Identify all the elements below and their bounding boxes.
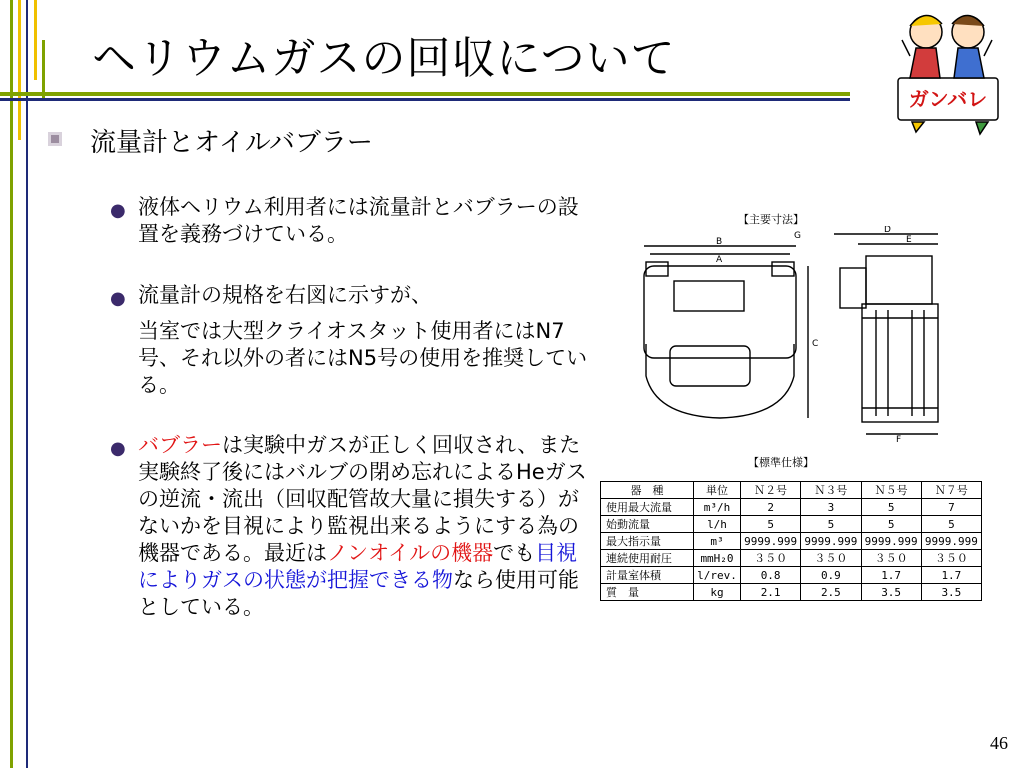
highlight-visual-monitoring: 目視によりガスの状態が把握できる物 bbox=[138, 541, 578, 592]
table-cell: 1.7 bbox=[861, 567, 921, 584]
meter-side-body bbox=[862, 304, 938, 422]
table-cell: 5 bbox=[801, 516, 861, 533]
accent-bar-green bbox=[10, 0, 13, 768]
meter-front-bottom bbox=[646, 344, 794, 418]
accent-bar-green-2 bbox=[42, 40, 45, 100]
table-cell: 9999.999 bbox=[921, 533, 981, 550]
dimensions-caption: 【主要寸法】 bbox=[738, 213, 804, 226]
table-cell: 0.8 bbox=[741, 567, 801, 584]
spec-header-cell: Ｎ３号 bbox=[801, 482, 861, 499]
accent-bar-navy bbox=[26, 0, 28, 768]
table-cell: l/h bbox=[694, 516, 741, 533]
table-cell: 7 bbox=[921, 499, 981, 516]
table-cell: 0.9 bbox=[801, 567, 861, 584]
page-number: 46 bbox=[990, 733, 1008, 753]
table-cell: 9999.999 bbox=[801, 533, 861, 550]
table-cell: 2 bbox=[741, 499, 801, 516]
spec-header-cell: Ｎ５号 bbox=[861, 482, 921, 499]
spec-table-header-row bbox=[601, 482, 982, 499]
table-cell: 始動流量 bbox=[601, 516, 694, 533]
table-cell: kg bbox=[694, 584, 741, 601]
dim-letter-e: E bbox=[906, 235, 912, 245]
table-row bbox=[601, 533, 982, 550]
table-cell: m³/h bbox=[694, 499, 741, 516]
table-cell: 3.5 bbox=[921, 584, 981, 601]
accent-bar-yellow bbox=[18, 0, 21, 140]
table-cell: ３５０ bbox=[921, 550, 981, 567]
table-cell: 5 bbox=[861, 516, 921, 533]
table-cell: 2.1 bbox=[741, 584, 801, 601]
section-bullet-icon bbox=[48, 132, 62, 146]
table-cell: 使用最大流量 bbox=[601, 499, 694, 516]
table-row bbox=[601, 567, 982, 584]
accent-bar-yellow-2 bbox=[34, 0, 37, 80]
table-cell: ３５０ bbox=[741, 550, 801, 567]
bullet-dot-icon: ● bbox=[110, 288, 126, 309]
highlight-bubbler: バブラー bbox=[138, 433, 222, 457]
table-cell: 1.7 bbox=[921, 567, 981, 584]
table-cell: 連続使用耐圧 bbox=[601, 550, 694, 567]
bullet-3-text bbox=[138, 432, 588, 621]
bullet-3-text-part2: でも bbox=[493, 541, 536, 565]
title-underline-navy bbox=[0, 98, 850, 101]
dim-letter-f: F bbox=[896, 435, 902, 444]
meter-side-pipe bbox=[840, 268, 866, 308]
bullet-dot-icon: ● bbox=[110, 200, 126, 221]
bullet-dot-icon: ● bbox=[110, 438, 126, 459]
dim-letter-g: G bbox=[794, 231, 801, 241]
table-cell: 最大指示量 bbox=[601, 533, 694, 550]
flow-meter-drawing bbox=[626, 226, 950, 444]
table-cell: 計量室体積 bbox=[601, 567, 694, 584]
meter-front-body bbox=[644, 266, 796, 358]
meter-inlet-left bbox=[646, 262, 668, 276]
table-cell: 5 bbox=[921, 516, 981, 533]
section-heading: 流量計とオイルバブラー bbox=[90, 128, 373, 158]
cheering-mascot-illustration bbox=[880, 0, 1010, 140]
table-cell: ３５０ bbox=[801, 550, 861, 567]
table-row bbox=[601, 550, 982, 567]
highlight-non-oil-device: ノンオイルの機器 bbox=[327, 541, 494, 565]
page-title: ヘリウムガスの回収について bbox=[92, 33, 676, 84]
meter-side-top bbox=[866, 256, 932, 304]
meter-label-plate bbox=[670, 346, 750, 386]
bullet-3-text-part3: なら使用可能としている。 bbox=[138, 568, 579, 619]
dim-letter-d: D bbox=[884, 226, 891, 235]
table-cell: 9999.999 bbox=[861, 533, 921, 550]
dim-letter-a: A bbox=[716, 255, 723, 265]
meter-counter-window bbox=[674, 281, 744, 311]
dim-letter-b: B bbox=[716, 237, 723, 247]
table-cell: l/rev. bbox=[694, 567, 741, 584]
spec-header-cell: 器 種 bbox=[601, 482, 694, 499]
bullet-2-line1: 流量計の規格を右図に示すが、 bbox=[138, 283, 432, 307]
mascot-banner-text: ガンバレ bbox=[908, 87, 988, 111]
meter-outlet-right bbox=[772, 262, 794, 276]
title-underline-green bbox=[0, 92, 850, 96]
table-row bbox=[601, 516, 982, 533]
bullet-3-text-part1: は実験中ガスが正しく回収され、また実験終了後にはバルブの閉め忘れによるHeガスの逆流・流出（回収配管故大量に損失する）がないかを目視により監視出来るようにする為の機器である。最近は bbox=[138, 433, 587, 565]
spec-header-cell: Ｎ２号 bbox=[741, 482, 801, 499]
table-row bbox=[601, 499, 982, 516]
table-cell: 9999.999 bbox=[741, 533, 801, 550]
dim-letter-c: C bbox=[812, 339, 819, 349]
spec-header-cell: Ｎ７号 bbox=[921, 482, 981, 499]
table-cell: 3 bbox=[801, 499, 861, 516]
table-cell: ３５０ bbox=[861, 550, 921, 567]
spec-table bbox=[600, 481, 982, 601]
table-row bbox=[601, 584, 982, 601]
table-cell: 質 量 bbox=[601, 584, 694, 601]
table-cell: m³ bbox=[694, 533, 741, 550]
bullet-2-line2: 当室では大型クライオスタット使用者にはN7号、それ以外の者にはN5号の使用を推奨している。 bbox=[138, 319, 588, 397]
table-cell: 3.5 bbox=[861, 584, 921, 601]
spec-header-cell: 単位 bbox=[694, 482, 741, 499]
table-cell: 2.5 bbox=[801, 584, 861, 601]
spec-caption: 【標準仕様】 bbox=[748, 456, 814, 469]
table-cell: 5 bbox=[861, 499, 921, 516]
table-cell: 5 bbox=[741, 516, 801, 533]
bullet-1-text: 液体ヘリウム利用者には流量計とバブラーの設置を義務づけている。 bbox=[138, 195, 579, 246]
table-cell: mmH₂0 bbox=[694, 550, 741, 567]
